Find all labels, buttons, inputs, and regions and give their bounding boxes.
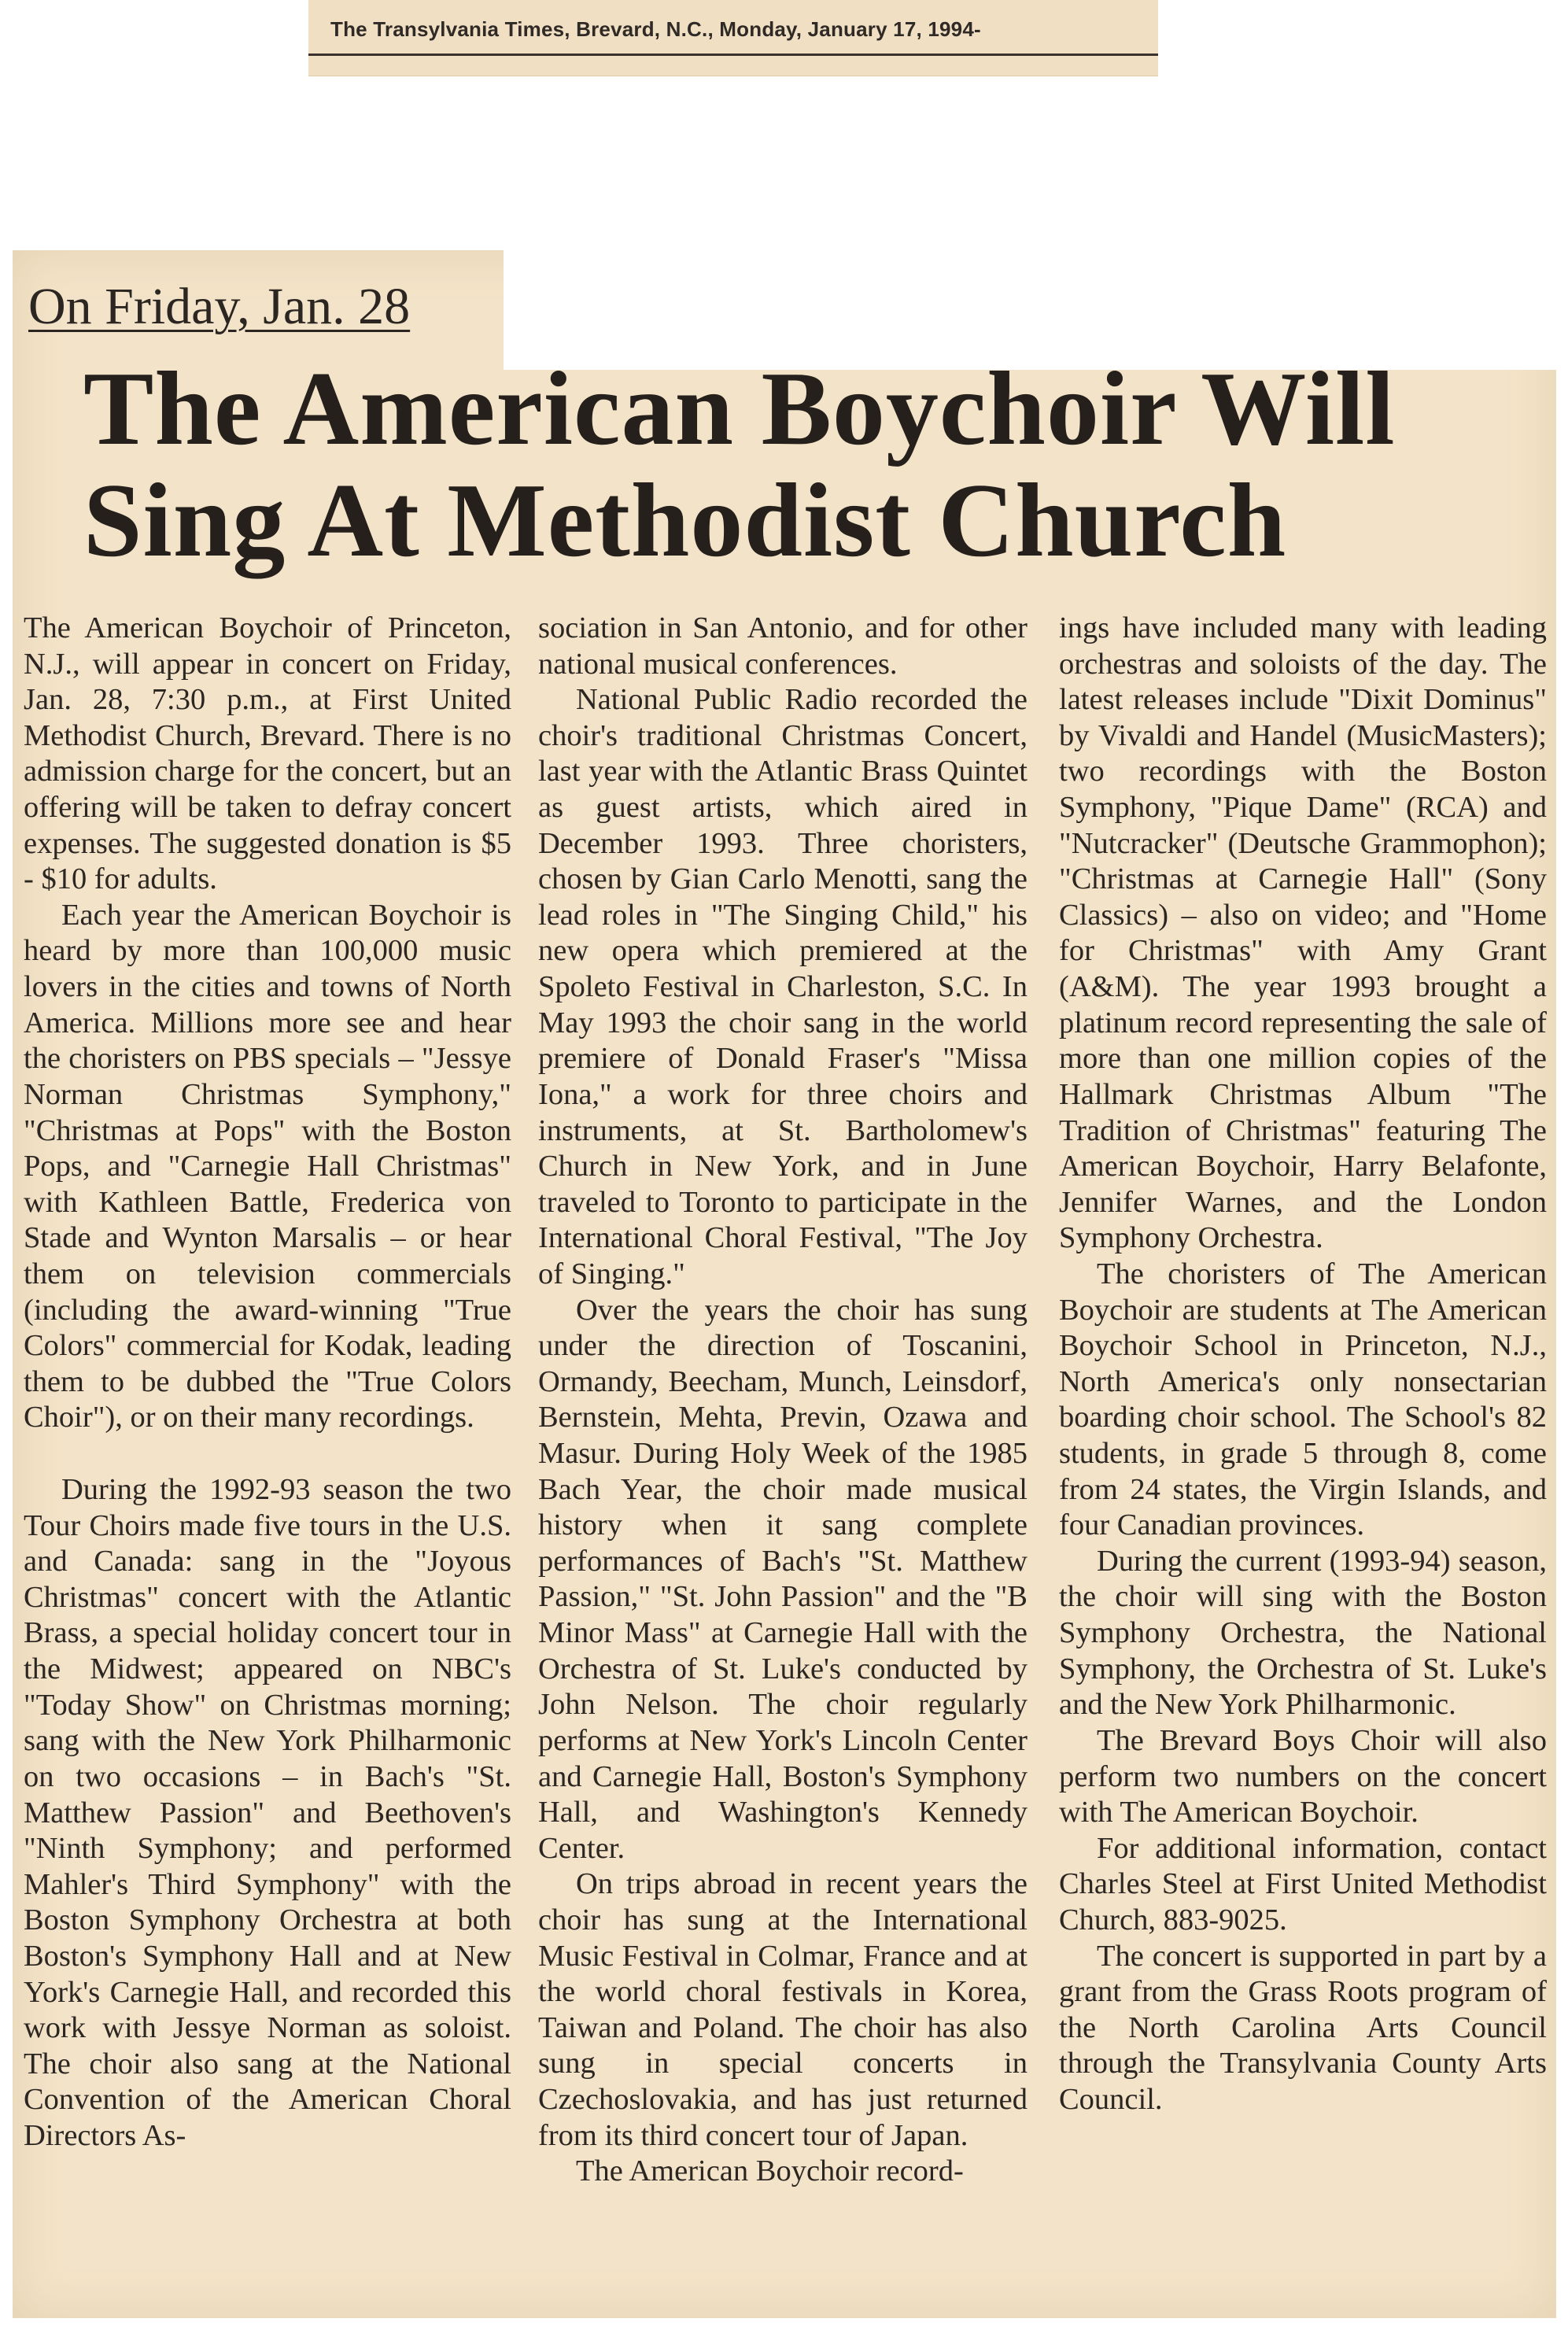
article-paragraph: ings have included many with leading orchestras and soloists of the day. The latest releases include "Dixit Dominus" by Vivaldi and Handel (MusicMasters); two recordings with the Boston Symphony, "Pique Dame" (RCA) and "Nutcracker" (Deutsche Grammophon); "Christmas at Carnegie Hall" (Sony Classics) – also on video; and "Home for Christmas" with Amy Grant (A&M). The year 1993 brought a platinum record representing the sale of more than one million copies of the Hallmark Christmas Album "The Tradition of Christmas" featuring The American Boychoir, Harry Belafonte, Jennifer Warnes, and the London Symphony Orchestra. xyxy=(1059,611,1547,1255)
article-paragraph: sociation in San Antonio, and for other national musical conferences. xyxy=(538,611,1028,681)
article-headline: The American Boychoir Will Sing At Methodist Church xyxy=(83,350,1396,579)
article-paragraph: The concert is supported in part by a grant from the Grass Roots program of the North Carolina Arts Council through the Transylvania County Arts Council. xyxy=(1059,1939,1547,2116)
article-paragraph: National Public Radio recorded the choir's traditional Christmas Concert, last year with the Atlantic Brass Quintet as guest artists, which aired in December 1993. Three choristers, chosen by Gian Carlo Menotti, sang the lead roles in "The Singing Child," his new opera which premiered at the Spoleto Festival in Charleston, S.C. In May 1993 the choir sang in the world premiere of Donald Fraser's "Missa Iona," a work for three choirs and instruments, at St. Bartholomew's Church in New York, and in June traveled to Toronto to participate in the International Choral Festival, "The Joy of Singing." xyxy=(538,683,1028,1290)
article-paragraph: During the current (1993-94) season, the choir will sing with the Boston Symphony Orchestra, the National Symphony, the Orchestra of St. Luke's and the New York Philharmonic. xyxy=(1059,1544,1547,1722)
article-paragraph: The Brevard Boys Choir will also perform two numbers on the concert with The American Boychoir. xyxy=(1059,1723,1547,1829)
dateline-rule xyxy=(308,54,1158,56)
article-paragraph: The American Boychoir of Princeton, N.J., will appear in concert on Friday, Jan. 28, 7:30 p.m., at First United Methodist Church, Brevard. There is no admission charge for the concert, but an offering will be taken to defray concert expenses. The suggested donation is $5 - $10 for adults. xyxy=(24,611,511,896)
article-kicker: On Friday, Jan. 28 xyxy=(28,278,411,335)
article-paragraph: For additional information, contact Charles Steel at First United Methodist Church, 883-9025. xyxy=(1059,1831,1547,1936)
article-column-3 xyxy=(1059,611,1547,2318)
article-paragraph: Each year the American Boychoir is heard by more than 100,000 music lovers in the cities and towns of North America. Millions more see and hear the choristers on PBS specials – "Jessye Norman Christmas Symphony," "Christmas at Pops" with the Boston Pops, and "Carnegie Hall Christmas" with Kathleen Battle, Frederica von Stade and Wynton Marsalis – or hear them on television commercials (including the award-winning "True Colors" commercial for Kodak, leading them to be dubbed the "True Colors Choir"), or on their many recordings. xyxy=(24,898,511,1434)
article-paragraph: The choristers of The American Boychoir are students at The American Boychoir School in Princeton, N.J., North America's only nonsectarian boarding choir school. The School's 82 students, in grade 5 through 8, come from 24 states, the Virgin Islands, and four Canadian provinces. xyxy=(1059,1257,1547,1542)
article-column-1 xyxy=(24,611,511,2318)
dateline: The Transylvania Times, Brevard, N.C., Monday, January 17, 1994- xyxy=(330,17,981,41)
article-paragraph: Over the years the choir has sung under the direction of Toscanini, Ormandy, Beecham, Munch, Leinsdorf, Bernstein, Mehta, Previn, Ozawa and Masur. During Holy Week of the 1985 Bach Year, the choir made musical history when it sang complete performances of Bach's "St. Matthew Passion," "St. John Passion" and the "B Minor Mass" at Carnegie Hall with the Orchestra of St. Luke's conducted by John Nelson. The choir regularly performs at New York's Lincoln Center and Carnegie Hall, Boston's Symphony Hall, and Washington's Kennedy Center. xyxy=(538,1293,1028,1865)
article-paragraph: During the 1992-93 season the two Tour Choirs made five tours in the U.S. and Canada: sang in the "Joyous Christmas" concert with the Atlantic Brass, a special holiday concert tour in the Midwest; appeared on NBC's "Today Show" on Christmas morning; sang with the New York Philharmonic on two occasions – in Bach's "St. Matthew Passion" and Beethoven's "Ninth Symphony; and performed Mahler's Third Symphony" with the Boston Symphony Orchestra at both Boston's Symphony Hall and at New York's Carnegie Hall, and recorded this work with Jessye Norman as soloist. The choir also sang at the National Convention of the American Choral Directors As- xyxy=(24,1473,511,2152)
article-paragraph: On trips abroad in recent years the choir has sung at the International Music Festival in Colmar, France and at the world choral festivals in Korea, Taiwan and Poland. The choir has also sung in special concerts in Czechoslovakia, and has just returned from its third concert tour of Japan. xyxy=(538,1867,1028,2152)
article-paragraph: The American Boychoir record- xyxy=(576,2154,964,2188)
article-column-2 xyxy=(538,611,1028,2318)
